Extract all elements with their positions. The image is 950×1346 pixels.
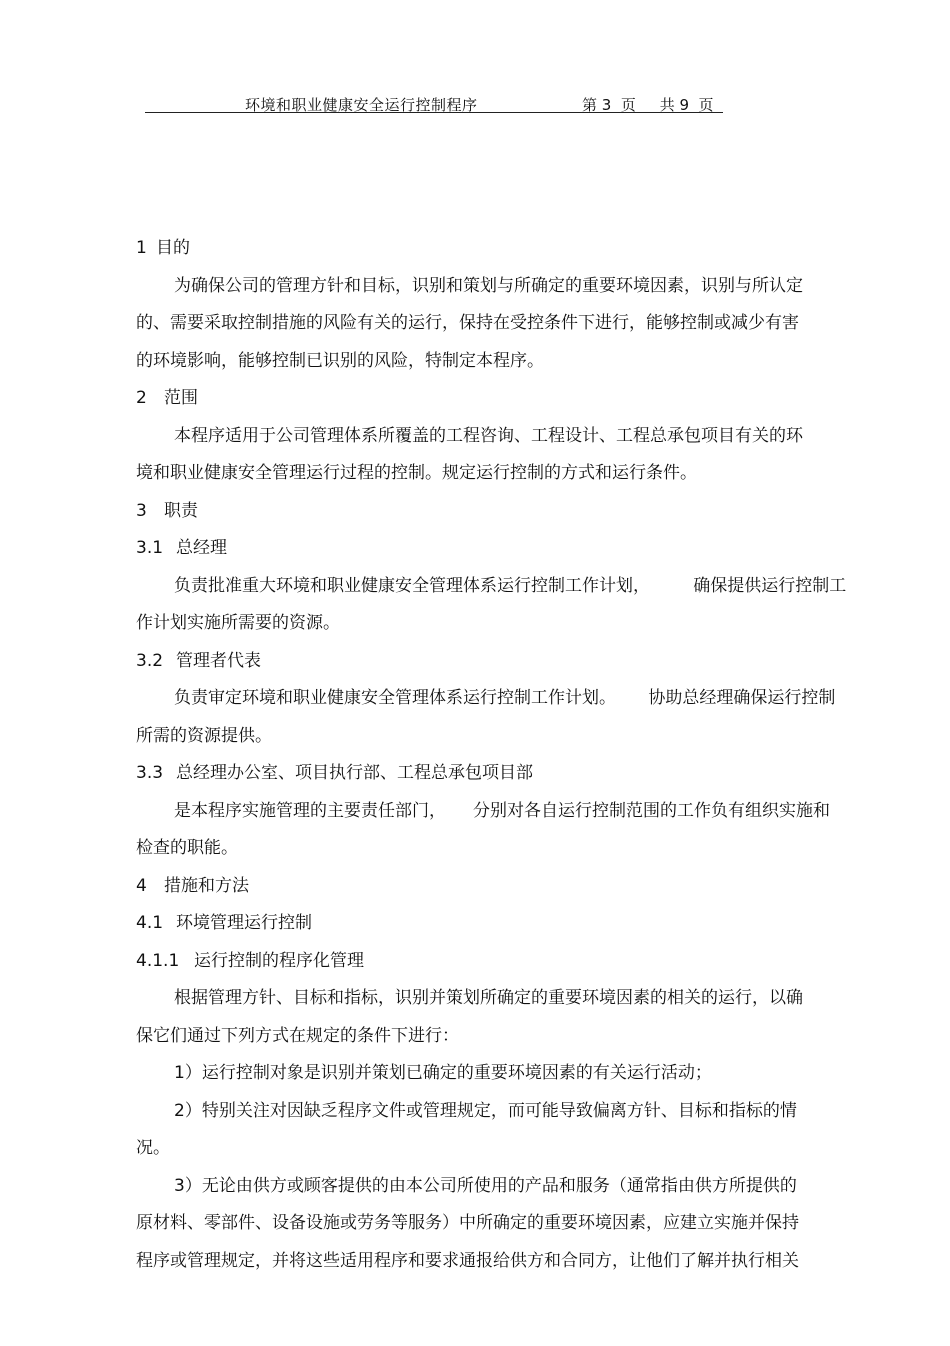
section-title: 职责	[164, 500, 198, 521]
section-heading	[136, 493, 878, 531]
list-item: 3）无论由供方或顾客提供的由本公司所使用的产品和服务（通常指由供方所提供的	[174, 1175, 797, 1196]
list-item: 1）运行控制对象是识别并策划已确定的重要环境因素的有关运行活动；	[174, 1063, 712, 1083]
section-number: 4	[136, 875, 147, 896]
paragraph-line: 境和职业健康安全管理运行过程的控制。规定运行控制的方式和运行条件。	[136, 463, 697, 483]
paragraph-line: 负责审定环境和职业健康安全管理体系运行控制工作计划。 协助总经理确保运行控制	[174, 688, 836, 708]
page-header	[145, 92, 723, 113]
paragraph-line: 是本程序实施管理的主要责任部门， 分别对各自运行控制范围的工作负有组织实施和	[174, 800, 831, 821]
section-number: 2	[136, 388, 147, 408]
section-title: 总经理	[176, 538, 227, 558]
paragraph-line: 保它们通过下列方式在规定的条件下进行：	[136, 1025, 459, 1046]
page-number: 第 3 页 共 9 页	[582, 96, 714, 114]
paragraph-line: 作计划实施所需要的资源。	[136, 613, 340, 633]
section-number: 4.1	[136, 913, 164, 933]
section-title: 管理者代表	[176, 650, 261, 671]
paragraph-line: 为确保公司的管理方针和目标，识别和策划与所确定的重要环境因素，识别与所认定	[174, 275, 803, 296]
paragraph-line: 程序或管理规定，并将这些适用程序和要求通报给供方和合同方，让他们了解并执行相关	[136, 1250, 799, 1271]
paragraph-line: 况。	[136, 1138, 170, 1158]
paragraph-line: 所需的资源提供。	[136, 725, 272, 746]
section-number: 3	[136, 500, 147, 521]
document-body	[136, 230, 878, 1280]
paragraph-line: 检查的职能。	[136, 838, 238, 858]
list-item: 2）特别关注对因缺乏程序文件或管理规定，而可能导致偏离方针、目标和指标的情	[174, 1100, 797, 1121]
subsection-heading	[136, 905, 878, 943]
paragraph-line: 的环境影响，能够控制已识别的风险，特制定本程序。	[136, 350, 544, 371]
section-number: 3.3	[136, 763, 164, 783]
section-heading	[136, 868, 878, 906]
section-number: 1	[136, 238, 147, 258]
section-title: 范围	[164, 388, 198, 408]
section-title: 总经理办公室、项目执行部、工程总承包项目部	[176, 763, 533, 783]
subsection-heading	[136, 643, 878, 681]
paragraph-line: 原材料、零部件、设备设施或劳务等服务）中所确定的重要环境因素，应建立实施并保持	[136, 1213, 799, 1233]
section-number: 3.2	[136, 650, 164, 671]
section-title: 运行控制的程序化管理	[194, 950, 364, 971]
paragraph-line: 本程序适用于公司管理体系所覆盖的工程咨询、工程设计、工程总承包项目有关的环	[174, 425, 803, 446]
subsection-heading	[136, 530, 878, 568]
section-number: 4.1.1	[136, 950, 180, 971]
section-number: 3.1	[136, 538, 164, 558]
section-title: 措施和方法	[164, 875, 249, 896]
section-heading	[136, 380, 878, 418]
subsection-heading	[136, 755, 878, 793]
paragraph-line: 的、需要采取控制措施的风险有关的运行，保持在受控条件下进行，能够控制或减少有害	[136, 313, 799, 333]
paragraph-line: 负责批准重大环境和职业健康安全管理体系运行控制工作计划， 确保提供运行控制工	[174, 575, 847, 596]
document-title: 环境和职业健康安全运行控制程序	[245, 96, 478, 114]
section-heading	[136, 230, 878, 268]
subsection-heading	[136, 943, 878, 981]
section-title: 环境管理运行控制	[176, 913, 312, 933]
section-title: 目的	[156, 238, 190, 258]
paragraph-line: 根据管理方针、目标和指标，识别并策划所确定的重要环境因素的相关的运行，以确	[174, 988, 803, 1008]
